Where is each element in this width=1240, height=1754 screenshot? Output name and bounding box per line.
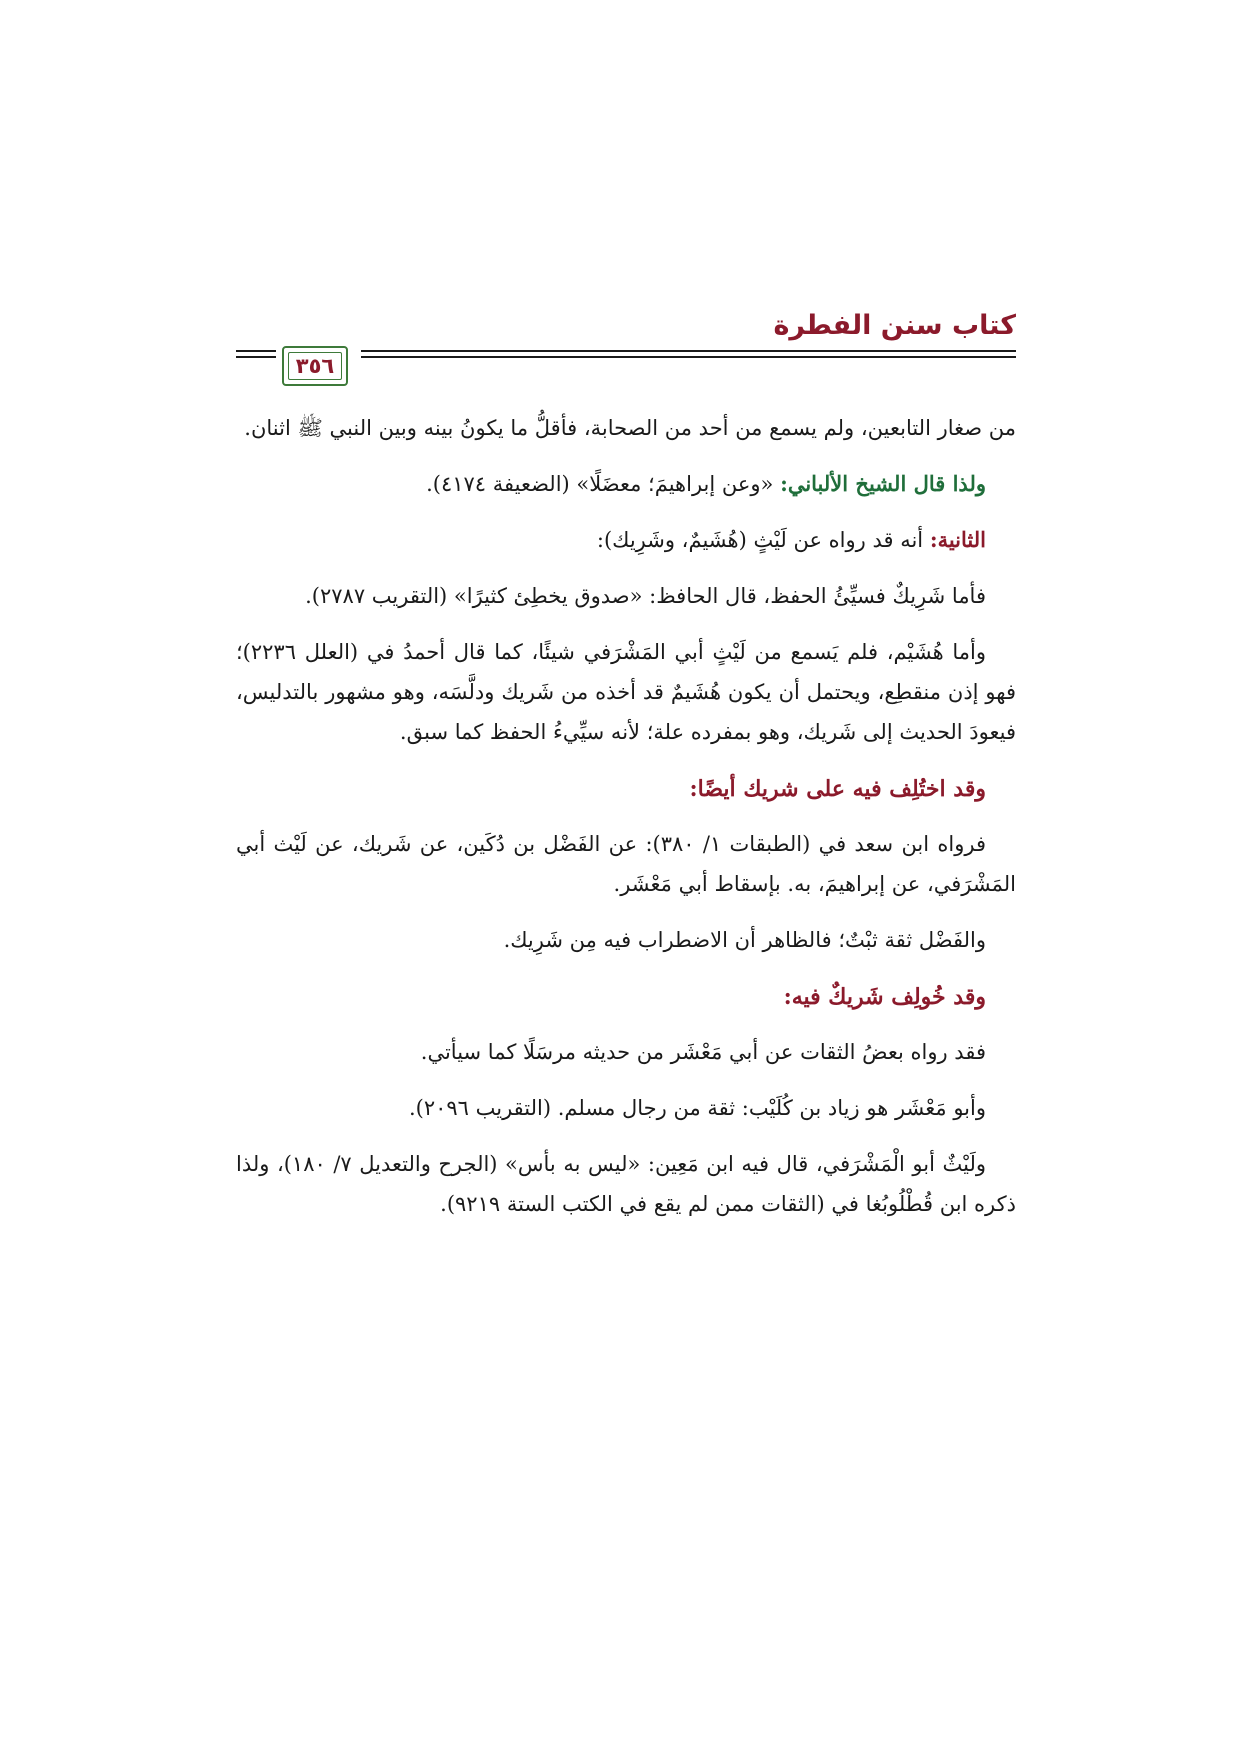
page-number-ornament [282, 346, 348, 386]
paragraph-5 [236, 632, 1016, 752]
paragraph-7 [236, 920, 1016, 960]
paragraph-10 [236, 1144, 1016, 1224]
paragraph-text: من صغار التابعين، ولم يسمع من أحد من الصحابة، فأقلُّ ما يكونُ بينه وبين النبي ﷺ اثنان. [244, 416, 1016, 440]
paragraph-text: فقد رواه بعضُ الثقات عن أبي مَعْشَر من حديثه مرسَلًا كما سيأتي. [420, 1040, 986, 1064]
paragraph-lead: ولذا قال الشيخ الألباني: [780, 471, 986, 496]
paragraph-text: ولَيْثٌ أبو الْمَشْرَفي، قال فيه ابن مَعِين: «ليس به بأس» (الجرح والتعديل ٧/ ١٨٠)، ولذا ذكره ابن قُطْلُوبُغا في (الثقات ممن لم يقع في الكتب الستة ٩٢١٩). [236, 1152, 1016, 1216]
paragraph-text: «وعن إبراهيمَ؛ معضَلًا» (الضعيفة ٤١٧٤). [426, 472, 781, 496]
paragraph-lead: الثانية: [929, 527, 986, 552]
paragraph-text: وأبو مَعْشَر هو زياد بن كُلَيْب: ثقة من رجال مسلم. (التقريب ٢٠٩٦). [408, 1096, 986, 1120]
paragraph-2 [236, 464, 1016, 504]
paragraph-8 [236, 1032, 1016, 1072]
paragraph-text: أنه قد رواه عن لَيْثٍ (هُشَيمٌ، وشَرِيك): [596, 528, 930, 552]
paragraph-6 [236, 824, 1016, 904]
page-header [236, 310, 1016, 390]
paragraph-text: فأما شَرِيكٌ فسيِّئُ الحفظ، قال الحافظ: «صدوق يخطِئ كثيرًا» (التقريب ٢٧٨٧). [305, 584, 986, 608]
header-rule-left-upper [236, 350, 276, 352]
section-heading-2: وقد خُولِف شَريكٌ فيه: [783, 984, 986, 1010]
page-number: ٣٥٦ [295, 354, 335, 378]
paragraph-1 [236, 408, 1016, 448]
header-rule-lower [361, 356, 1016, 358]
book-title: كتاب سنن الفطرة [773, 310, 1016, 341]
body-text [236, 408, 1016, 1240]
paragraph-text: وأما هُشَيْم، فلم يَسمع من لَيْثٍ أبي المَشْرَفي شيئًا، كما قال أحمدُ في (العلل ٢٢٣٦)؛ فهو إذن منقطِع، ويحتمل أن يكون هُشَيمٌ قد أخذه من شَريك ودلَّسَه، وهو مشهور بالتدليس، فيعودَ الحديث إلى شَريك، وهو بمفرده علة؛ لأنه سيِّيءُ الحفظ كما سبق. [236, 640, 1016, 744]
paragraph-text: والفَضْل ثقة ثبْتٌ؛ فالظاهر أن الاضطراب فيه مِن شَرِيك. [503, 928, 986, 952]
header-rule-upper [361, 350, 1016, 352]
section-heading-1: وقد اختُلِف فيه على شريك أيضًا: [689, 776, 986, 802]
paragraph-3 [236, 520, 1016, 560]
paragraph-9 [236, 1088, 1016, 1128]
paragraph-text: فرواه ابن سعد في (الطبقات ١/ ٣٨٠): عن الفَضْل بن دُكَين، عن شَريك، عن لَيْث أبي المَشْرَفي، عن إبراهيمَ، به. بإسقاط أبي مَعْشَر. [236, 832, 1016, 896]
header-rule-left-lower [236, 356, 276, 358]
paragraph-4 [236, 576, 1016, 616]
